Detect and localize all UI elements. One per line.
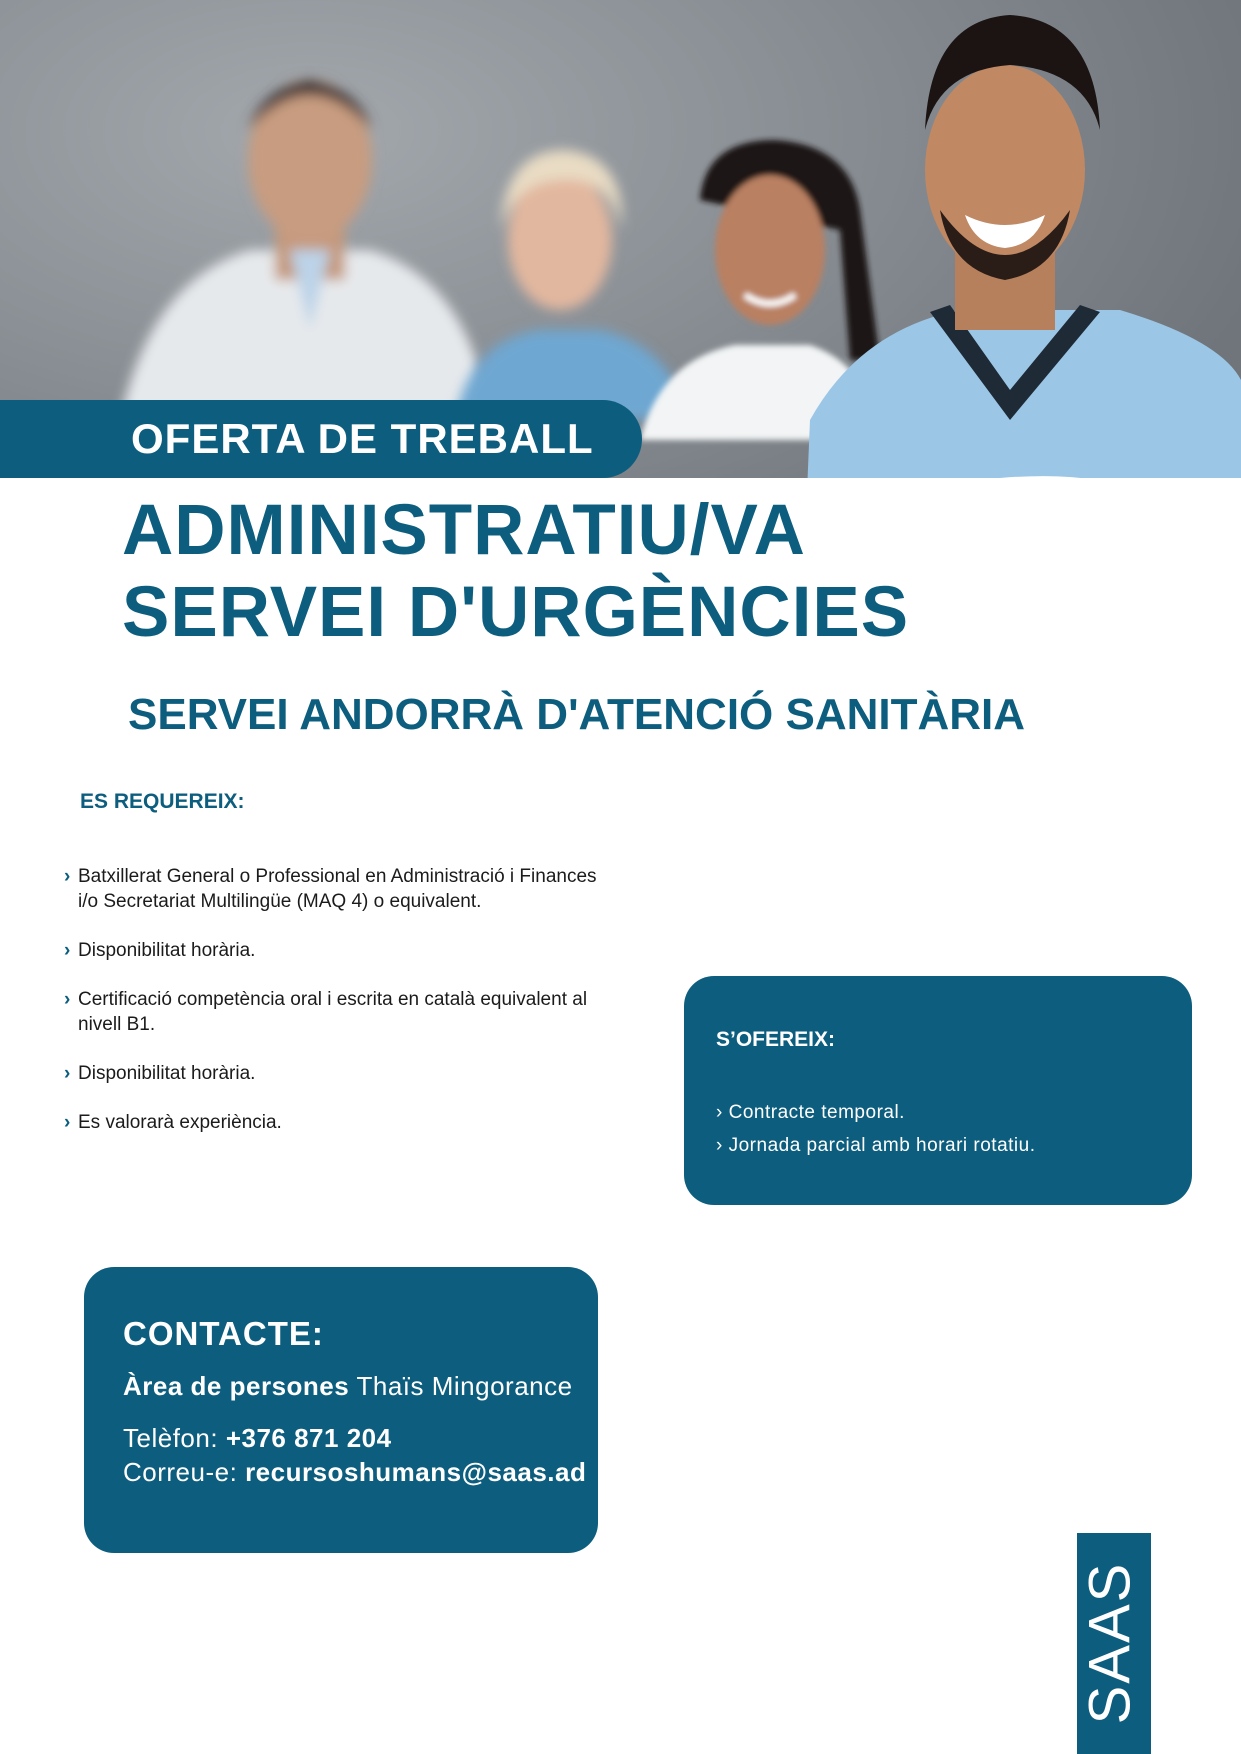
chevron-right-icon: › — [64, 1063, 71, 1084]
contact-phone — [123, 1423, 392, 1454]
offer-heading: S’OFEREIX: — [716, 1028, 836, 1051]
requirements-list — [64, 864, 604, 1159]
email-label: Correu-e: — [123, 1457, 238, 1487]
chevron-right-icon: › — [64, 1112, 71, 1133]
organization-name: SERVEI ANDORRÀ D'ATENCIÓ SANITÀRIA — [128, 690, 1026, 739]
offer-list — [716, 1096, 1035, 1162]
phone-number[interactable]: +376 871 204 — [225, 1423, 392, 1453]
list-item: › Disponibilitat horària. — [64, 1063, 256, 1084]
contact-person: Thaïs Mingorance — [356, 1371, 573, 1401]
saas-logo-mark — [1077, 1533, 1151, 1754]
logo-text: SAAS — [1077, 1561, 1143, 1725]
list-item: › Es valorarà experiència. — [64, 1112, 282, 1133]
contact-heading: CONTACTE: — [123, 1315, 324, 1352]
job-title-line2: SERVEI D'URGÈNCIES — [122, 573, 910, 652]
phone-label: Telèfon: — [123, 1423, 219, 1453]
chevron-right-icon: › — [64, 866, 71, 887]
requirements-heading: ES REQUEREIX: — [80, 790, 245, 813]
offer-tab — [0, 400, 642, 478]
contact-box — [84, 1267, 598, 1553]
list-item: › Disponibilitat horària. — [64, 940, 256, 961]
list-item: › Contracte temporal. — [716, 1102, 905, 1123]
chevron-right-icon: › — [64, 940, 71, 961]
chevron-right-icon: › — [64, 989, 71, 1010]
list-item: › Jornada parcial amb horari rotatiu. — [716, 1135, 1036, 1156]
contact-email — [123, 1457, 586, 1488]
list-item: › Certificació competència oral i escrita en català equivalent al nivell B1. — [64, 989, 588, 1035]
contact-area-label: Àrea de persones — [123, 1371, 350, 1401]
offer-box — [684, 976, 1192, 1205]
job-title-line1: ADMINISTRATIU/VA — [122, 491, 806, 570]
list-item: › Batxillerat General o Professional en Administració i Finances i/o Secretariat Multilingüe (MAQ 4) o equivalent. — [64, 866, 597, 912]
contact-area — [123, 1371, 573, 1402]
email-address[interactable]: recursoshumans@saas.ad — [245, 1457, 587, 1487]
saas-logo — [1077, 1533, 1151, 1754]
offer-tab-label: OFERTA DE TREBALL — [131, 415, 594, 462]
